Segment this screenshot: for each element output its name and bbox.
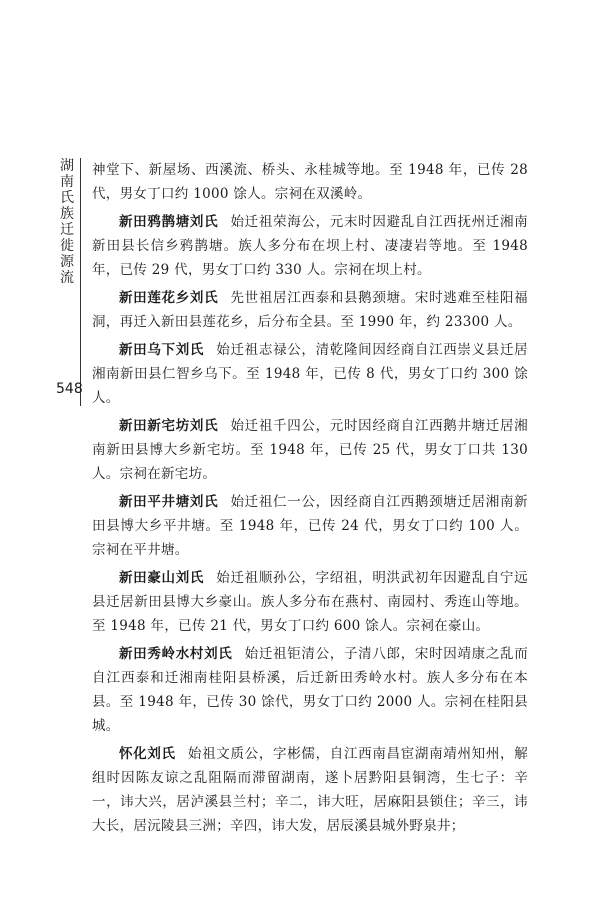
side-rule [80, 158, 81, 406]
entry-paragraph [92, 414, 528, 486]
entry-paragraph [92, 566, 528, 638]
entry-name: 新田豪山刘氏 [119, 570, 205, 586]
entry-paragraph [92, 286, 528, 334]
entry-name: 怀化刘氏 [119, 746, 176, 762]
entry-paragraph [92, 338, 528, 410]
entry-paragraph [92, 490, 528, 562]
entry-text: 始迁祖千四公，元时因经商自江西鹅井塘迁居湘南新田县博大乡新宅坊。至 1948 年，已传 25 代，男女丁口共 130 人。宗祠在新宅坊。 [92, 418, 528, 482]
running-title: 湖南氏族迁徙源流 [60, 158, 74, 286]
entry-text: 先世祖居江西泰和县鹅颈塘。宋时逃难至桂阳福洞，再迁入新田县莲花乡，后分布全县。至 1990 年，约 23300 人。 [92, 290, 528, 330]
entry-name: 新田鸦鹊塘刘氏 [119, 214, 219, 230]
entry-name: 新田秀岭水村刘氏 [119, 646, 233, 662]
entry-text: 始迁祖志禄公，清乾隆间因经商自江西崇义县迁居湘南新田县仁智乡乌下。至 1948 年，已传 8 代，男女丁口约 300 馀人。 [92, 342, 528, 406]
entry-paragraph [92, 642, 528, 738]
lead-paragraph: 神堂下、新屋场、西溪流、桥头、永桂城等地。至 1948 年，已传 28 代，男女丁口约 1000 馀人。宗祠在双溪岭。 [92, 162, 528, 202]
main-text [92, 158, 528, 842]
entry-name: 新田平井塘刘氏 [119, 494, 219, 510]
entry-paragraph [92, 742, 528, 838]
entry-text: 始迁祖荣海公，元末时因避乱自江西抚州迁湘南新田县长信乡鸦鹊塘。族人多分布在坝上村、凄凄岩等地。至 1948 年，已传 29 代，男女丁口约 330 人。宗祠在坝上村。 [92, 214, 528, 278]
entry-text: 始祖文质公，字彬儒，自江西南昌宦湖南靖州知州，解组时因陈友谅之乱阻隔而滞留湖南，遂卜居黔阳县铜湾，生七子：辛一，讳大兴，居泸溪县兰村；辛二，讳大旺，居麻阳县锁住；辛三，讳大长，居沅陵县三洲；辛四，讳大发，居辰溪县城外野泉井； [92, 746, 528, 834]
entry-paragraph [92, 210, 528, 282]
entry-name: 新田乌下刘氏 [119, 342, 205, 358]
page-number: 548 [56, 381, 83, 397]
entry-name: 新田新宅坊刘氏 [119, 418, 219, 434]
entry-name: 新田莲花乡刘氏 [119, 290, 219, 306]
entry-text: 始迁祖钜清公，子清八郎，宋时因靖康之乱而自江西泰和迁湘南桂阳县桥溪，后迁新田秀岭水村。族人多分布在本县。至 1948 年，已传 30 馀代，男女丁口约 2000 人。宗祠在桂阳县城。 [92, 646, 528, 734]
entry-text: 始迁祖仁一公，因经商自江西鹅颈塘迁居湘南新田县博大乡平井塘。至 1948 年，已传 24 代，男女丁口约 100 人。宗祠在平井塘。 [92, 494, 528, 558]
entry-text: 始迁祖顺孙公，字绍祖，明洪武初年因避乱自宁远县迁居新田县博大乡豪山。族人多分布在燕村、南园村、秀连山等地。至 1948 年，已传 21 代，男女丁口约 600 馀人。宗祠在豪山。 [92, 570, 528, 634]
